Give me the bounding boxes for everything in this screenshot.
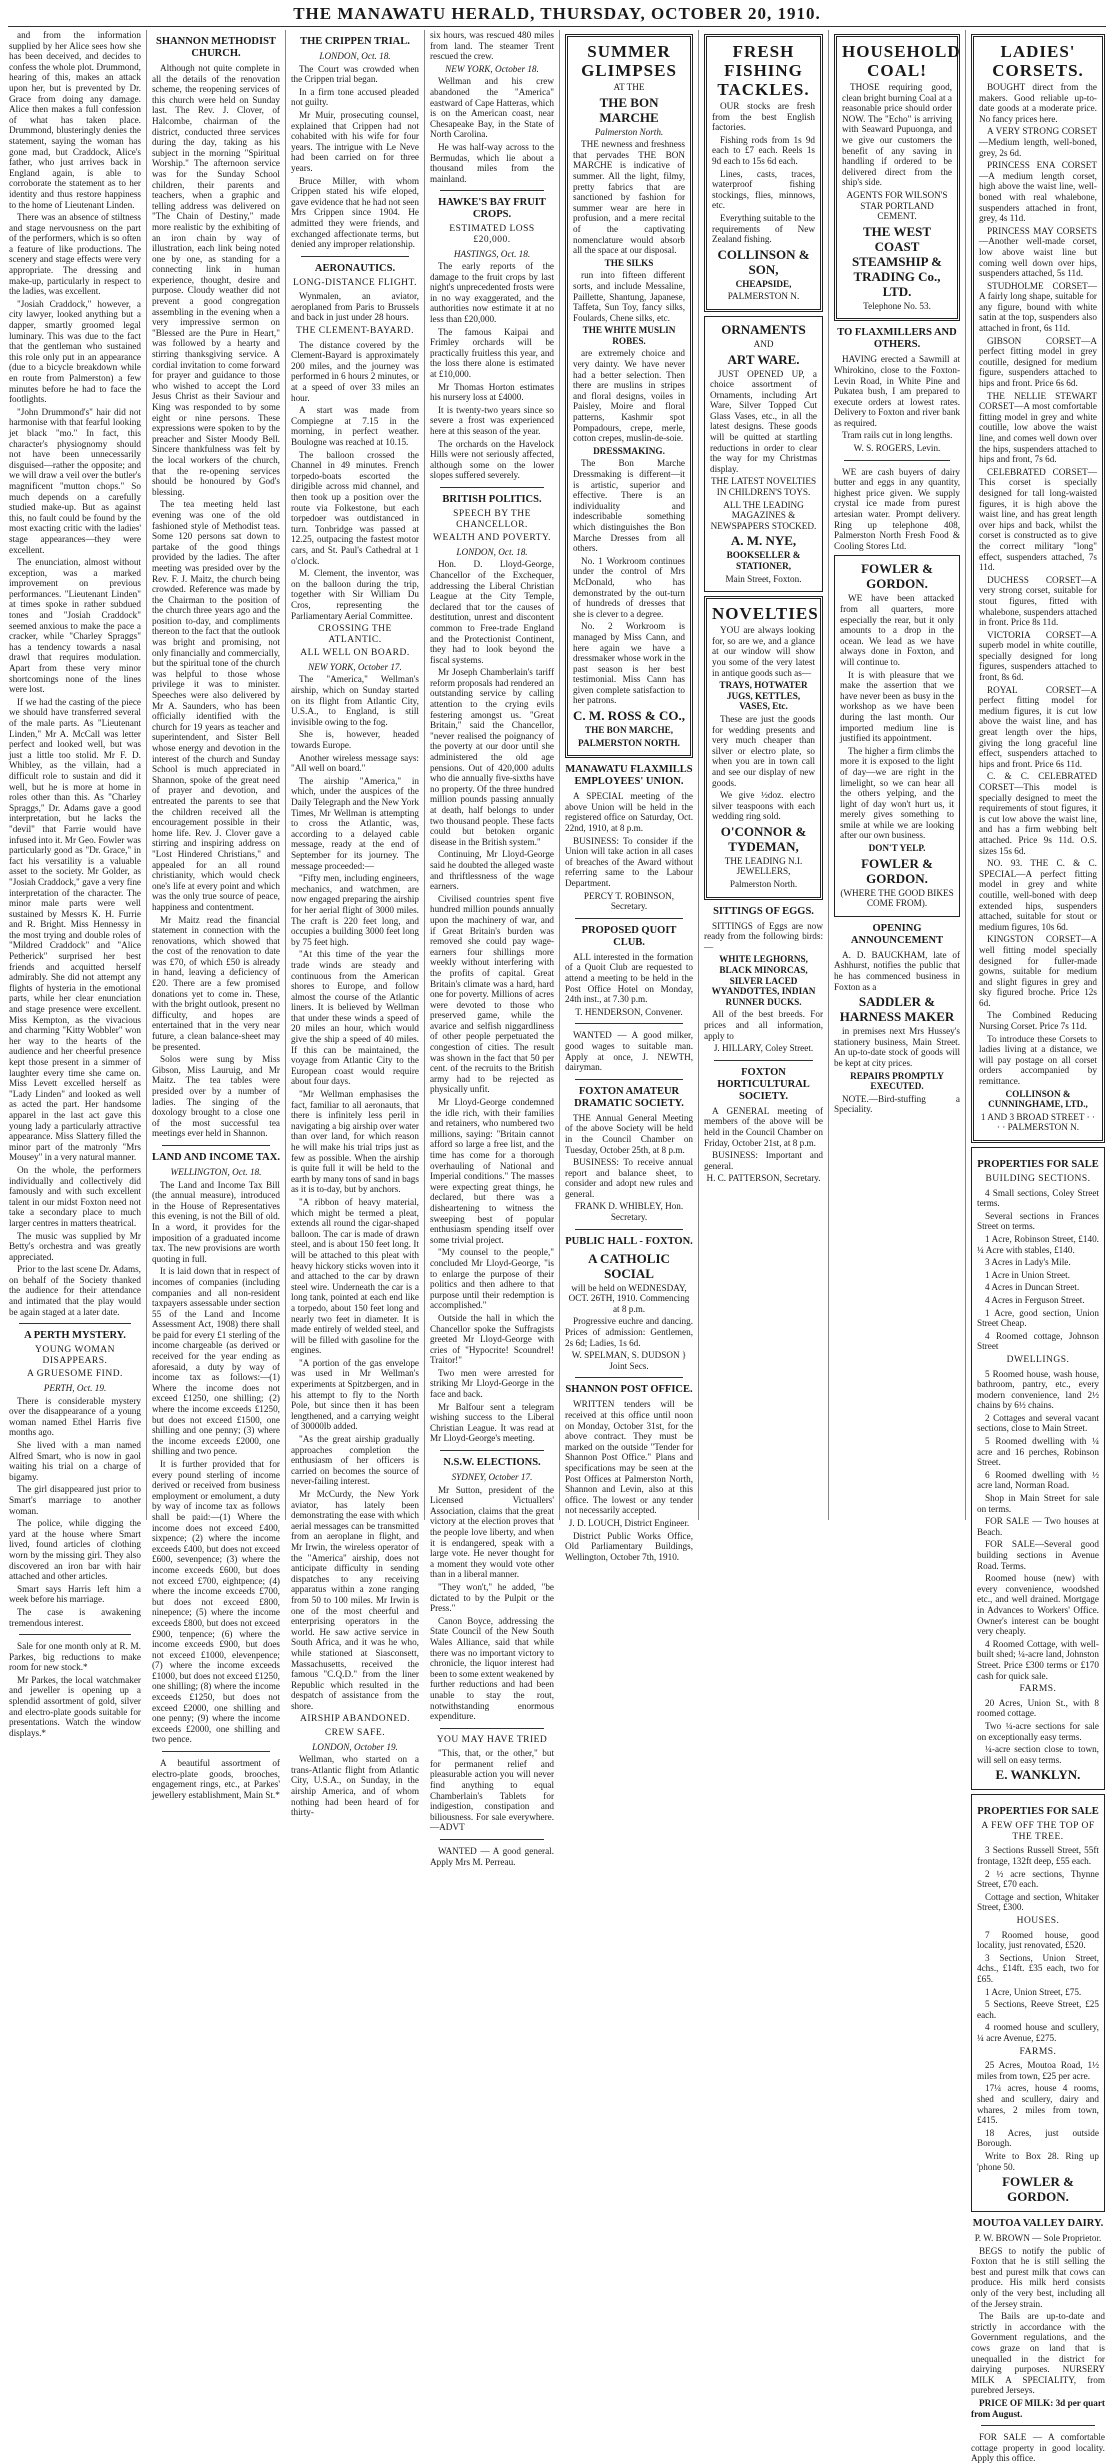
article-text: Mr Lloyd-George condemned the idle rich, with their families and retainers, who numbered two millions, saying: "Britain cannot afford so large a free list, and the time has come for a thorough overhauling of National and Imperial conditions." The masses were expecting great things, he declared, but there was a disheartening to witness the sweeping best of popular enthusiasm spending itself over some trivial project. [429,1097,555,1245]
column-4 [425,30,560,1867]
article-text: Solos were sung by Miss Gibson, Miss Lauruig, and Mr Maitz. The tea tables were presided over by a number of ladies. The singing of the doxology brought to a close one of the most successful tea meetings ever held in Shannon. [151,1054,280,1139]
advert-text: 5 Roomed house, wash house, bathroom, pantry, etc., every modern convenience, land 2½ chains by 6½ chains. [977,1368,1099,1411]
advert-text: Write to Box 28. Ring up 'phone 50. [977,2150,1099,2172]
advert-text: 1 AND 3 BROAD STREET · · · · PALMERSTON N. [980,1111,1096,1133]
advert-title: ORNAMENTS [721,321,806,337]
advert-title: O'CONNOR & TYDEMAN, [720,823,807,854]
advert-text: run into fifteen different sorts, and include Messaline, Paillette, Shantung, Japanese, Taffeta, Sun Toy, fancy silks, Foulards, Chene silks, etc. [573,270,686,323]
corsets-advert [971,34,1105,1143]
notice-text: District Public Works Office, Old Parliamentary Buildings, Wellington, October 7th, 1910. [565,1530,694,1562]
notice-text: A. D. BAUCKHAM, late of Ashhurst, notifies the public that he has commenced business in Foxton as a [834,949,961,992]
notice-signature: PERCY T. ROBINSON, Secretary. [583,890,675,912]
advert-text: BOUGHT direct from the makers. Good reliable up-to-date goods at a moderate price. No fancy prices here. [979,82,1097,124]
fowler-gordon-properties-advert [971,1794,1105,2212]
article-text: "My counsel to the people," concluded Mr Lloyd-George, "is to enlarge the purpose of their politics and then adhere to that purpose until their redemption is accomplished." [429,1247,555,1311]
dateline: NEW YORK, October 18. [445,63,539,74]
notice-text: REPAIRS PROMPTLY EXECUTED. [850,1070,944,1092]
headline: SHANNON METHODIST CHURCH. [156,36,276,59]
advert-text: A VERY STRONG CORSET—Medium length, well-boned, grey, 2s 6d. [979,126,1097,158]
advert-text: WE have been attacked from all quarters, more especially the rear, but it only amounts to a drop in the ocean. We lead as we have always done in Foxton, and will continue to. [840,593,955,667]
article-text: Hon. D. Lloyd-George, Chancellor of the Exchequer, addressing the Liberal Christian League at the City Temple, declared that tor the causes of destitution, unrest and discontent common to Free-trade England and the Protectionist Continent, they had to look beyond the fiscal systems. [429,559,555,665]
notice-text: A GENERAL meeting of members of the above will be held in the Council Chamber on Friday, October 21st, at 8 p.m. [704,1105,824,1148]
headline: BRITISH POLITICS. [442,493,542,505]
advert-text: These are just the goods for wedding presents and very much cheaper than silver or electro plate, so when you are in town call and see our display of new goods. [712,713,816,788]
article-text: The orchards on the Havelock Hills were not seriously affected, although some on the lower slopes suffered severely. [429,438,555,481]
column-5 [560,30,699,1562]
headline: AERONAUTICS. [314,262,396,274]
advert-title: NOVELTIES [712,604,819,624]
article-text: On the whole, the performers individually and collectively did famously and with such excellent talent in our midst Foxton need not take a secondary place to much larger centres in matters theatrical. [9,1164,141,1228]
article-text: and from the information supplied by her Alice sees how she has been deceived, and decides to confess the whole plot. Drummond, hearing of this, makes an attack upon her, but is prevented by Dr. Grace from doing any damage. Alice then makes a full confession of what has taken place. Drummond, blusteringly denies the statement, saying the woman has gone mad, but Craddock, Alice's father, who just arrives back in England again, is able to corroborate the statement as to her identity and thus restore happiness to the home of Lieutenant Linden. [9,30,141,210]
advert-text: Palmerston North. [729,879,798,890]
notice-text: BUSINESS: To consider if the Union will take action in all cases of breaches of the Award without referring same to the Labour Department. [565,835,694,888]
dateline: HASTINGS, Oct. 18. [453,248,531,259]
advert-heading: HOUSES. [1016,1916,1060,1927]
notice-text: WRITTEN tenders will be received at this office until noon on Monday, October 31st, for the above contract. They must be marked on the outside "Tender for Shannon Post Office." Plans and specifications may be seen at the Post Offices at Palmerston North, Shannon and Levin, also at this office. The lowest or any tender not necessarily accepted. [565,1399,694,1516]
novelties-advert [704,596,823,899]
advert-text: 3 Sections, Union Street, 4chs., £14ft. £35 each, two for £65. [977,1952,1099,1984]
article-text: There is considerable mystery over the disappearance of a young woman named Ethel Harris five months ago. [9,1395,141,1438]
advert-text: 2 ½ acre sections, Thynne Street, £70 each. [977,1868,1099,1890]
advert-text: THE newness and freshness that pervades THE BON MARCHE is indicative of summer. All the light, filmy, pretty fabrics that are sanctioned by fashion for summer wear are here in profusion, and a mere recital of the captivating nomenclature would absorb all the space at our disposal. [573,139,686,256]
advert-text: 4 Roomed Cottage, with well-built shed; ¼-acre land, Johnston Street. Price £300 terms or £170 cash for quick sale. [977,1638,1099,1681]
advert-title: FOWLER & GORDON. [861,561,933,592]
article-text: Continuing, Mr Lloyd-George said he doubted the alleged waste and thriftlessness of the wage earners. [429,849,555,892]
advert-text: THE BON MARCHE, [584,725,674,736]
advert-text: 1 Acre, Union Street, £75. [985,1986,1082,1997]
fowler-gordon-advert [834,555,960,916]
article-text: The tea meeting held last evening was one of the old fashioned style of Methodist teas. Some 120 persons sat down to partake of the good things provided by the ladies. The after meeting was presided over by the Rev. F. J. Maitz, the church being crowded. Reference was made by the Chairman to the position of the church three years ago and the position to-day, and compliments thereon to the fact that the outlook was bright and promising, not only financially and commercially, but the spiritual tone of the church was helpful to those whose privilege it was to minister. Speeches were also delivered by Mr A. Saunders, who has been officially identified with the church for 19 years as teacher and superintendent, and Sister Bell whose energy and devotion in the interest of the church and Sunday School is much appreciated in Shannon, spoke of the great need of prayer and devotion, and entreated the parents to see that the children received all the encouragement possible in their home life. Rev. J. Clover gave a stirring and inspiring address on "Lost Hindered Christians," and appealed for an all round christianity, which would check one's life at every point and which was the only true source of peace, happiness and contentment. [151,499,280,912]
advert-text: Palmerston North. [594,126,664,137]
subheading: ALL WELL ON BOARD. [300,648,410,659]
advert-text: Two ¼-acre sections for sale on exceptionally easy terms. [977,1720,1099,1742]
subheading: LONG-DISTANCE FLIGHT. [292,277,418,288]
subheading: YOUNG WOMAN DISAPPEARS. [34,1345,115,1366]
advert-text: 4 roomed house and scullery, ¼ acre Avenue, £275. [977,2022,1099,2043]
divider [440,1450,544,1451]
dateline: SYDNEY, October 17. [451,1472,533,1483]
advert-text: It is with pleasure that we make the assertion that we have never been as busy in the workshop as we have been during the last month. Our imported medium line is justified its appointment. [840,669,955,744]
article-text: The early reports of the damage to the fruit crops by last night's unprecedented frosts were in no way exaggerated, and the authorities now estimate it at no less than £20,000. [429,261,555,325]
advert-text: AND [753,338,774,349]
notice-heading: SITTINGS OF EGGS. [713,905,814,917]
notice-heading: MANAWATU FLAXMILLS EMPLOYEES' UNION. [565,764,693,788]
subheading: ESTIMATED LOSS £20,000. [449,224,535,245]
article-text: A start was made from Compiegne at 7.15 in the morning, in perfect weather. Boulogne was reached at 10.15. [290,405,419,447]
notice-title: SADDLER & HARNESS MAKER [839,994,955,1025]
notice-heading: PUBLIC HALL - FOXTON. [565,1235,693,1247]
article-text: The enunciation, almost without exception, was a marked improvement on previous performances. "Lieutenant Linden" at times spoke in rather subdued tones and "Josiah Craddock" seemed anxious to make the pace a cracker, while "Charley Spraggs" has a tendency towards a nasal drawl that requires modulation. Apart from these very minor shortcomings none of the lines were lost. [9,557,141,695]
divider [162,1751,270,1752]
notice-text: Tram rails cut in long lengths. [842,430,953,441]
advert-heading: BUILDING SECTIONS. [985,1174,1091,1184]
dateline: LONDON, Oct. 18. [456,546,528,557]
column-8 [966,30,1110,2464]
advert-text: DON'T YELP. [868,843,926,854]
divider [575,1229,683,1230]
advert-text: KINGSTON CORSET—A well fitting model specially designed for fuller-made gowns, suitable for medium and slight figures in grey and sky figured broche. Price 12s 6d. [979,934,1097,1008]
advert-text: To introduce these Corsets to ladies living at a distance, we will pay postage on all corset orders accompanied by remittance. [979,1033,1097,1087]
advert-title: A. M. NYE, [730,533,797,549]
advert-title: ART WARE. [727,351,800,367]
article-text: Mr McCurdy, the New York aviator, has lately been demonstrating the ease with which aerial messages can be transmitted from an aeroplane in flight, and Mr Irwin, the wireless operator of the "America" airship, does not anticipate difficulty in sending dispatches to any receiving apparatus within a zone ranging from 50 to 100 miles. Mr Irwin is one of the most cheerful and enterprising operators in the world. He saw active service in South Africa, and it was he who, while stationed at Siasconsett, Massachusetts, received the famous "C.Q.D." from the liner Republic which resulted in the despatch of assistance from the shore. [290,1489,419,1711]
advert-text: 18 Acres, just outside Borough. [977,2127,1099,2149]
advert-text: FOR SALE—Several good building sections in Avenue Road. Terms. [977,1539,1099,1571]
article-text: "As the great airship gradually approaches completion the enthusiasm of her officers is carried on becomes the source of never-failing interest. [290,1434,419,1487]
article-text: Although not quite complete in all the details of the renovation scheme, the reopening services of this church were held on Sunday last. The Rev. J. Clover, of Halcombe, chairman of the district, conducted three services during the day, taking as his subject in the morning "Spiritual Worship." The afternoon service was for the Sunday School children, their parents and teachers, when a graphic and telling address was delivered on "The Chain of Destiny," made more realistic by the exhibiting of an iron chain by way of illustration, each link being noted one by one, as standing for a connecting link in human experience, thought, desire and purpose. Cloudy weather did not prevent a good congregation assembling in the evening when a very impressive sermon on "Blessed are the Pure in Heart," was followed by a hearty and stirring thanksgiving service. A cordial invitation to come forward for prayer and guidance to those who wished to accept the Lord Jesus Christ as their Saviour and King was responded to by some eight or nine persons. These expressions were spoken to by the preacher and Sister Moody Bell. Sincere thankfulness was felt by the local workers of the church, that the re-opening services should be honoured by God's blessing. [151,63,280,497]
article-text: six hours, was rescued 480 miles from land. The steamer Trent rescued the crew. [429,30,555,62]
article-text: "A portion of the gas envelope was used in Mr Wellman's experiments at Spitzbergen, and in his attempt to fly to the North Pole, but since then it has been lengthened, and a carrying weight of 30000lb added. [290,1357,419,1432]
advert-text: THOSE requiring good, clean bright burning Coal at a reasonable price should order NOW. The "Echo" is arriving with Seaward Pupuonga, and we give our customers the benefit of any saving in handling if ordered to be delivered direct from the ship's side. [842,82,953,188]
notice-text: NOTE.—Bird-stuffing a Speciality. [834,1093,961,1115]
advert-text: JUST OPENED UP, a choice assortment of Ornaments, including Art Ware, Silver Topped Cut Glass Vases, etc., in all the latest designs. These goods will be quitted at startling reductions in order to clear the way for my Christmas display. [710,368,818,474]
notice-text: Mr Parkes, the local watchmaker and jeweller is opening up a splendid assortment of gold, silver and electro-plate goods suitable for presentations. Watch the window displays.* [9,1674,141,1738]
column-6 [699,30,829,1520]
advert-text: 1 Acre, good section, Union Street Cheap. [977,1307,1099,1329]
advert-text: THE NELLIE STEWART CORSET—A most comfortable fitting model in grey and white coutille, low above the waist line, and comes well down over the hips, suspenders attached to hips and front, 7s 6d. [979,390,1097,465]
article-text: In a firm tone accused pleaded not guilty. [290,86,419,108]
advert-text: TRAYS, HOTWATER JUGS, KETTLES, VASES, Etc. [719,680,808,712]
advert-text: 4 Small sections, Coley Street terms. [977,1187,1099,1209]
divider [440,487,544,488]
advert-text: OUR stocks are fresh from the best English factories. [712,101,816,133]
column-2 [147,30,286,1800]
advert-text: are extremely choice and very dainty. We have never had a better selection. Then there are muslins in stripes and floral designs, voiles in Paisley, Moire and floral patterns, Kashmir spot Pompadours, crepe, merle, cotton crepes, muslin-de-soie. [573,348,686,444]
article-text: The "America," Wellman's airship, which on Sunday started on its flight from Atlantic City, U.S.A., to England, is still invisible owing to the fog. [290,674,419,727]
notice-heading: FOXTON HORTICULTURAL SOCIETY. [717,1066,810,1102]
advert-text: STUDHOLME CORSET—A fairly long shape, suitable for any figure, bound with white satin at the top, suspenders also attached in front, 6s 11d. [979,280,1097,334]
dateline: LONDON, Oct. 18. [319,51,391,61]
advert-text: Roomed house (new) with every convenience, woodshed etc., and well drained. Mortgage in Advances to Workers' Office. Owner's interest can be bought very cheaply. [977,1573,1099,1637]
headline: THE CRIPPEN TRIAL. [300,36,410,47]
notice-text: P. W. BROWN — Sole Proprietor. [974,2233,1102,2244]
advert-text: C. & C. CELEBRATED CORSET—This model is specially designed to meet the requirements of stout figures, it is cut low above the waist line, and has a firm webbing belt attached. Price 9s 11d. O.S. sizes 15s 6d. [979,771,1097,856]
divider [575,1023,683,1024]
advert-text: The higher a firm climbs the more it is exposed to the light of day—we are right in the limelight, so we can hear all the others yelping, and the light of day won't hurt us, it merely gives something to smile at while we are looking after our own business. [840,745,955,841]
divider [440,1839,544,1840]
dateline: LONDON, October 19. [312,1741,398,1752]
advert-title: FOWLER & GORDON. [1002,2174,1074,2205]
advert-text: 1 Acre in Union Street. [985,1269,1070,1280]
notice-text: BEGS to notify the public of Foxton that he is still selling the best and purest milk that cows can produce. His milk herd consists only of the very best, including all of the Jersey strain. [971,2245,1105,2309]
advert-heading: DRESSMAKING. [593,445,665,456]
notice-signature: J. D. LOUCH, District Engineer. [568,1517,690,1528]
advert-text: 17¼ acres, house 4 rooms, shed and scullery, dairy and whares, 2 miles from town, £415. [977,2083,1099,2126]
notice-heading: FOXTON AMATEUR DRAMATIC SOCIETY. [574,1085,684,1109]
wanklyn-properties-advert [971,1147,1105,1790]
article-text: Mr Muir, prosecuting counsel, explained that Crippen had not cohabited with his wife for four years. The intrigue with Le Neve had been carried on for three years. [290,109,419,173]
advert-text: THE LEADING N.I. JEWELLERS, [724,855,803,877]
advert-text: 4 Acres in Duncan Street. [985,1282,1080,1293]
advert-text: ALL THE LEADING MAGAZINES & NEWSPAPERS STOCKED. [710,499,817,531]
advert-text: CHEAPSIDE, [735,278,792,289]
column-1 [4,30,147,1738]
article-text: The girl disappeared just prior to Smart's marriage to another woman. [9,1484,141,1516]
article-text: "A ribbon of heavy material, which might be termed a pleat, extends all round the cigar-shaped balloon. The car is made of drawn steel, and is about 150 feet long. It will be attached to this pleat with heavy hickory sticks woven into it and attached to the car by drawn steel wire. Underneath the car is a long tank, pointed at each end like a torpedo, about 150 feet long and nearly two feet in diameter. It is made entirely of welded steel, and will be filled with gasoline for the engines. [290,1196,419,1356]
article-text: The famous Kaipai and Frimley orchards will be practically fruitless this year, and the loss there alone is estimated at £10,000. [429,326,555,380]
divider [575,918,683,919]
article-text: Civilised countries spent five hundred million pounds annually upon the machinery of war, and if Great Britain's burden was removed she could pay wage-earners four shillings more weekly without interfering with the profits of capital. Great Britain's climate was a hard, hard one for poverty. Millions of acres were devoted to those who preserved game, while the avarice and selfish niggardliness of other people perpetuated the congestion of cities. The result was shown in the fact that 50 per cent. of the recruits to the British army had to be rejected as physically unfit. [429,893,555,1095]
ornaments-advert [704,316,823,592]
article-text: The Court was crowded when the Crippen trial began. [290,63,419,85]
advert-heading: A FEW OFF THE TOP OF THE TREE. [981,1821,1095,1842]
divider [19,1634,131,1635]
classified-ad: FOR SALE — A comfortable cottage property in good locality. Apply this office. [971,2432,1105,2464]
dateline: PERTH, Oct. 19. [43,1383,107,1394]
article-text: Wynmalen, an aviator, aeroplaned from Paris to Brussels and back in just under 28 hours. [290,291,419,323]
advert-title: LADIES' CORSETS. [992,42,1084,80]
headline: A PERTH MYSTERY. [24,1330,126,1342]
subheading: THE CLEMENT-BAYARD. [295,326,415,337]
notice-text: Sale for one month only at R. M. Parkes, big reductions to make room for new stock.* [9,1641,141,1673]
advert-text: We give ½doz. electro silver teaspoons with each wedding ring sold. [712,790,816,822]
notice-signature: T. HENDERSON, Convener. [575,1006,683,1017]
advert-text: Cottage and section, Whitaker Street, £300. [977,1891,1099,1913]
subheading: AIRSHIP ABANDONED. [299,1714,410,1725]
notice-text: HAVING erected a Sawmill at Whirokino, close to the Foxton-Levin Road, in White Pine and Pukatea bush, I am prepared to execute orders at lowest rates. Delivery to Foxton and river bank as required. [834,354,961,428]
article-text: M. Clement, the inventor, was on the balloon during the trip, together with Sir William Du Cros, representing the Parliamentary Aerial Committee. [290,568,419,621]
article-text: The police, while digging the yard at the house where Smart lived, found articles of clothing worn by the missing girl. They also discovered an iron bar with hair attached and other articles. [9,1518,141,1582]
notice-heading: PROPOSED QUOIT CLUB. [581,924,677,948]
advert-title: THE WEST COAST STEAMSHIP & TRADING Co., LTD. [852,223,942,299]
headline: LAND AND INCOME TAX. [152,1151,280,1163]
article-text: Another wireless message says: "All well on board." [290,752,419,774]
notice-text: WE are cash buyers of dairy butter and eggs in any quantity, highest price given. We supply crystal ice made from purest artesian water. Prompt delivery. Ring up telephone 408, Palmerston North Fresh Food & Cooling Stores Ltd. [834,466,961,551]
advert-text: 20 Acres, Union St., with 8 roomed cottage. [977,1697,1099,1719]
advert-text: CELEBRATED CORSET—This corset is specially designed for tall long-waisted figures, it is high above the waist line, and has great length over hips and back, whilst the corset is constructed as to give the correct military "long" effect, suspenders attached, 7s 11d. [979,466,1097,573]
notice-signature: W. SPELMAN, S. DUDSON } Joint Secs. [571,1350,687,1371]
advert-text: 7 Roomed house, good locality, just renovated, £520. [977,1929,1099,1951]
advert-text: PALMERSTON NORTH. [578,737,680,748]
advert-text: 4 Acres in Ferguson Street. [985,1294,1085,1305]
article-text: "At this time of the year the trade winds are steady and continuous from the American shores to Europe, and follow almost the course of the Atlantic liners. It is believed by Wellman that under these winds a speed of 20 miles an hour, which would give the ship a speed of 40 miles. If this can be maintained, the voyage from Atlantic City to the European coast would require about four days. [290,949,419,1087]
notice-text: in premises next Mrs Hussey's stationery business, Main Street. An up-to-date stock of goods will be kept at city prices. [834,1026,961,1068]
advert-text: No. 1 Workroom continues under the control of Mrs McDonald, who has demonstrated by the out-turn of hundreds of dresses that she is clever to a degree. [573,555,686,619]
column-7 [829,30,966,1520]
article-text: The distance covered by the Clement-Bayard is approximately 200 miles, and the journey was performed in 6 hours 2 minutes, or at a speed of over 33 miles an hour. [290,339,419,403]
article-text: She lived with a man named Alfred Smart, who is now in gaol waiting his trial on a charge of bigamy. [9,1440,141,1482]
bon-marche-advert [565,34,693,758]
article-text: "Fifty men, including engineers, mechanics, and watchmen, are now engaged preparing the airship for her aerial flight of 3000 miles. The craft is 220 feet long, and occupies a building 3000 feet long by 75 feet high. [290,873,419,947]
advert-text: 3 Sections Russell Street, 55ft frontage, 132ft deep, £55 each. [977,1845,1099,1867]
divider [440,1728,544,1729]
columns [4,30,1110,2464]
advert-heading: THE SILKS [604,257,654,268]
divider [575,1079,683,1080]
headline: N.S.W. ELECTIONS. [443,1457,541,1469]
advert-text: 5 Roomed dwelling with ¼ acre and 16 perches, Robinson Street. [977,1436,1099,1468]
advert-text: AT THE [613,82,645,92]
classified-ad: WANTED — A good milker, good wages to suitable man. Apply at once, J. NEWTH, dairyman. [565,1030,694,1073]
advert-title: SUMMER GLIMPSES [581,42,677,80]
subheading: WEALTH AND POVERTY. [433,533,551,544]
article-text: If we had the casting of the piece we should have transferred several of the male parts. As "Lieutenant Linden," Mr A. McCall was letter perfect and looked well, but was just a little too stolid. Mr F. D. Whibley, as the villain, had a difficult role to sustain and did it well, but he is more at home in roles other than this. As "Charley Spraggs," Dr. Adams gave a good interpretation, but he lacks the "devil" that Farrie would have infused into it. Mr Geo. Fowler was particularly good as "Dr. Grace," in fact his versatility is a valuable asset to the society. Mr Golder, as "Josiah Craddock," gave a very fine interpretation of the character. The minor male parts were well sustained by Messrs K. H. Furrie and R. Bright. Miss Hennessy in the most trying and double roles of "Mildred Craddock" and "Alice Petherick" surprised her best friends and acquitted herself admirably. She did not attempt any flights of hysteria in the emotional parts, while her clear enunciation and stage presence were excellent. Miss Kempton, as the vivacious and charming "Kitty Wobbler" won her way to the hearts of the audience and her cheerful presence kept those present in a simmer of laughter every time she came on. Miss Levett excelled herself as "Lady Linden" and looked as well as acted the part. Her handsome apparel in the last act gave this young lady a particularly attractive appearance. Miss Slattery filled the minor part of the matronly "Mrs Mousey" in a very natural manner. [9,696,141,1163]
advert-text: NO. 93. THE C. & C. SPECIAL—A perfect fitting model in grey and white coutille, well-boned with deep extended hips, suspenders attached, suitable for stout or medium figures, 10s 6d. [979,858,1097,932]
article-text: "They won't," he added, "be dictated to by the Pulpit or the Press." [429,1581,555,1614]
article-text: The airship "America," in which, under the auspices of the Daily Telegraph and the New York Times, Mr Wellman is attempting to cross the Atlantic, was, according to a delayed cable message, ready at the end of September for its journey. The message proceeded:— [290,775,419,871]
advert-title: COLLINSON & CUNNINGHAME, LTD., [988,1088,1088,1110]
notice-heading: OPENING ANNOUNCEMENT [850,922,944,946]
divider [19,1323,131,1324]
coal-advert [834,34,960,321]
divider [440,190,544,191]
advert-text: The Bon Marche Dressmaking is different—it is artistic, superior and effective. There is an individuality and indescribable something which distinguishes the Bon Marche Dresses from all others. [573,458,686,554]
subheading: A GRUESOME FIND. [27,1369,123,1380]
article-text: It is further provided that for every pound sterling of income derived or received from business employment or emolument, a duty by way of income tax as follows shall be paid:—(1) Where the income does not exceed £400, sixpence; (2) where the income exceeds £400, but does not exceed £600, sevenpence; (3) where the income exceeds £600, but does not exceed £700, eightpence; (4) where the income exceeds £700, but does not exceed £800, ninepence; (5) where the income exceeds £800, but does not exceed £900, tenpence; (6) where the income exceeds £900, but does not exceed £1000, elevenpence; (7) where the income exceeds £1000, but does not exceed £1250, one shilling; (8) where the income exceeds £1250, but does not exceed £2000, one shilling and one penny; (9) where the income exceeds £2000, one shilling and two pence. [151,1459,280,1745]
dateline: WELLINGTON, Oct. 18. [170,1166,262,1177]
notice-text: BUSINESS: To receive annual report and balance sheet, to consider and adopt new rules and general. [565,1157,694,1199]
notice-text: SITTINGS of Eggs are now ready from the following birds:— [704,920,824,952]
column-3 [286,30,425,1818]
advert-title: PROPERTIES FOR SALE [977,1159,1099,1170]
advert-text: 6 Roomed dwelling with ½ acre land, Norman Road. [977,1469,1099,1491]
divider [575,1377,683,1378]
article-text: There was an absence of stiltness and stage nervousness on the part of the performers, which is so often a feature of like productions. The scenery and stage effects were very appropriate. The dressing and make-up, particularly in respect to the ladies, was excellent. [9,212,141,297]
notice-signature: W. S. ROGERS, Levin. [853,443,941,454]
divider [714,1060,813,1061]
article-text: He was half-way across to the Bermudas, which lie about a thousand miles from the mainland. [429,141,555,184]
advert-text: YOU are always looking for, so are we, and a glance at our window will show you some of the very latest in antique goods such as— [712,625,816,678]
dateline: NEW YORK, October 17. [308,661,402,672]
article-text: "John Drummond's" hair did not harmonise with that fearful looking jet black "mo." In fact, this character's physiognomy should not have been unnecessarily disguised—rather the opposite; and we will draw a veil over the butler's magnificent "mutton chops." So much depends on a carefully studied make-up. But as against this, no fault could be found by the most exacting critic with the ladies' stage appearances—they were excellent. [9,406,141,555]
article-text: Mr Thomas Horton estimates his nursery loss at £4000. [429,381,555,403]
divider [844,460,950,461]
advert-text: (WHERE THE GOOD BIKES COME FROM). [840,887,954,909]
advert-title: THE BON MARCHE [599,94,659,125]
advert-title: C. M. ROSS & CO., [573,708,685,724]
notice-text: THE Annual General Meeting of the above Society will be held in the Council Chamber on Tuesday, October 25th, at 8 p.m. [565,1112,694,1155]
article-text: Bruce Miller, with whom Crippen stated his wife eloped, gave evidence that he had not seen Mrs Crippen since 1904. He admitted they were friends, and exchanged affectionate terms, but denied any improper relationship. [290,175,419,250]
advert-text: BOOKSELLER & STATIONER, [726,550,801,571]
article-text: She is, however, headed towards Europe. [290,729,419,751]
advert-text: 2 Cottages and several vacant sections, close to Main Street. [977,1412,1099,1434]
article-text: Canon Boyce, addressing the State Council of the New South Wales Alliance, said that while there was no important victory to chronicle, the liquor interest had been to some extent weakened by further reductions and had been unable to stay the rout, notwithstanding enormous expenditure. [429,1615,555,1722]
advert-text: AGENTS FOR WILSON'S STAR PORTLAND CEMENT. [846,189,948,222]
article-text: Mr Balfour sent a telegram wishing success to the Liberal Christian League. It was read at Mr Lloyd-George's meeting. [429,1401,555,1444]
advert-heading: FARMS. [1019,2046,1057,2057]
notice-heading: SHANNON POST OFFICE. [565,1384,693,1396]
subheading: YOU MAY HAVE TRIED [436,1734,548,1745]
notice-text: A SPECIAL meeting of the above Union will be held in the registered office on Saturday, Oct. 22nd, 1910, at 8 p.m. [565,791,694,834]
article-text: Mr Sutton, president of the Licensed Victuallers' Association, claims that the great victory at the election proves that the people love liberty, and when it is endangered, speak with a large vote. He never thought for a moment they would vote other than in a liberal manner. [429,1484,555,1580]
advert-text: ROYAL CORSET—A perfect fitting model for medium figures, it is cut low above the waist line, and has great length over the hips, giving the long graceful line effect, suspenders attached to hips and front. Price 6s 11d. [979,684,1097,769]
article-text: It is twenty-two years since so severe a frost was experienced here at this season of the year. [429,404,555,436]
advert-text: Main Street, Foxton. [725,573,802,584]
advert-text: Fishing rods from 1s 9d each to £7 each. Reels 1s 9d each to 15s 6d each. [712,134,816,166]
article-text: Wellman and his crew abandoned the "America" eastward of Cape Hatteras, which is on the American coast, near Chesapeake Bay, in the State of North Carolina. [429,76,555,140]
article-text: The balloon crossed the Channel in 49 minutes. French torpedo-boats escorted the dirigible across mid channel, and then took up a position over the route via Folkestone, but each torpedoer was outdistanced in turn. Tonbridge was passed at 12.25, outpacing the fastest motor cars, and St. Paul's Cathedral at 1 o'clock. [290,449,419,566]
advert-text: PALMERSTON N. [727,291,800,302]
advert-title: E. WANKLYN. [995,1767,1081,1783]
advert-text: No. 2 Workroom is managed by Miss Cann, and here again we have a dressmaker whose work in the past season is her best testimonial. Miss Cann has given complete satisfaction to her patrons. [573,621,686,706]
advert-text: Telephone No. 53. [863,300,931,311]
advert-title: PROPERTIES FOR SALE [977,1806,1099,1818]
advert-text: 25 Acres, Moutoa Road, 1½ miles from town, £25 per acre. [977,2060,1099,2081]
notice-title: A CATHOLIC SOCIAL [588,1250,670,1281]
advert-title: HOUSEHOLD COAL! [842,42,961,80]
headline: HAWKE'S BAY FRUIT CROPS. [438,197,546,221]
notice-signature: J. HILLARY, Coley Street. [713,1043,814,1054]
advert-text: 1 Acre, Robinson Street, £140. ¼ Acre with stables, £140. [977,1233,1099,1255]
advert-text: FOR SALE — Two houses at Beach. [977,1516,1099,1537]
advert-text: 4 Roomed cottage, Johnson Street [977,1330,1099,1352]
notice-text: A beautiful assortment of electro-plate goods, brooches, engagement rings, etc., at Parkes' jewellery establishment, Main St.* [151,1758,280,1800]
article-text: The music was supplied by Mr Betty's orchestra and was greatly appreciated. [9,1230,141,1262]
notice-text: PRICE OF MILK: 3d per quart from August. [971,2398,1105,2419]
subheading: CROSSING THE ATLANTIC. [318,624,392,645]
article-text: "Josiah Craddock," however, a city lawyer, looked anything but a dapper, smartly groomed legal luminary. This was due to the fact that the gentleman who sustained this role only put in an appearance (due to a bicycle breakdown while en route from Palmerston) a few minutes before he had to face the footlights. [9,298,141,405]
advert-title: FRESH FISHING TACKLES. [717,42,810,99]
notice-text: BUSINESS: Important and general. [704,1150,824,1171]
notice-signature: FRANK D. WHIBLEY, Hon. Secretary. [574,1201,684,1223]
advert-heading: FARMS. [1019,1684,1057,1695]
advert-text: DUCHESS CORSET—A very strong corset, suitable for stout figures, fitted with whalebone, suspenders attached in front. Price 8s 11d. [979,574,1097,628]
advert-text: VICTORIA CORSET—A superb model in white coutille, specially designed for long figures, suspenders attached to front, 8s 6d. [979,629,1097,683]
advert-heading: THE WHITE MUSLIN ROBES. [582,325,676,346]
advert-text: "This, that, or the other," but for permanent relief and pleasurable action you will never find anything to equal Chamberlain's Tablets for indigestion, constipation and biliousness. For sale everywhere.—ADVT [429,1748,555,1833]
advert-text: PRINCESS MAY CORSETS—Another well-made corset, low above waist line but coming well down over hips, suspenders attached, 5s 11d. [979,225,1097,279]
article-text: "Mr Wellman emphasises the fact, familiar to all aeronauts, that there is infinitely less peril in navigating a big airship over water than over land, for which reason he will make his trial trips just as few as possible. When the airship is quite full it will be held to the earth by many tons of sand in bags as it is to-day, but by anchors. [290,1089,419,1195]
article-text: The Land and Income Tax Bill (the annual measure), introduced in the House of Representatives this evening, is not the Bill of old. In a word, it provides for the imposition of a graduated income tax. The new provisions are worth quoting in full. [151,1179,280,1264]
advert-text: THE LATEST NOVELTIES IN CHILDREN'S TOYS. [710,476,817,498]
advert-text: Everything suitable to the requirements of New Zealand fishing. [712,212,816,245]
advert-text: 5 Sections, Reeve Street, £25 each. [977,1999,1099,2020]
advert-text: Shop in Main Street for sale on terms. [977,1493,1099,1514]
masthead: THE MANAWATU HERALD, THURSDAY, OCTOBER 20, 1910. [8,4,1106,27]
subheading: SPEECH BY THE CHANCELLOR. [453,508,531,530]
article-text: It is laid down that in respect of incomes of companies (including companies and all non-resident taxpayers assessable under section 55 of the Land and Income Assessment Act, 1908) there shall be paid for every £1 sterling of the income chargeable (as derived or received for the year ending as aforesaid, a duty by way of income tax as follows:—(1) Where the income does not exceed £1250, one shilling; (2) where the income exceeds £1250, but does not exceed £1500, one shilling and one penny; (3) where the income exceeds £2000, one shilling and two pence. [151,1266,280,1457]
notice-text: The Bails are up-to-date and strictly in accordance with the Government regulations, and the cows graze on land that is unequalled in the district for dairying purposes. NURSERY MILK A SPECIALITY, from purebred Jerseys. [971,2311,1105,2396]
fishing-tackle-advert [704,34,823,312]
notice-text: All of the best breeds. For prices and all information, apply to [704,1009,824,1041]
notice-text: WHITE LEGHORNS, BLACK MINORCAS, SILVER LACED WYANDOTTES, INDIAN RUNNER DUCKS. [711,954,816,1007]
advert-title: FOWLER & GORDON. [861,855,933,886]
advert-text: Several sections in Frances Street on terms. [977,1210,1099,1232]
advert-text: Lines, casts, traces, waterproof fishing stockings, flies, minnows, etc. [712,168,816,211]
subheading: CREW SAFE. [324,1728,386,1739]
notice-heading: MOUTOA VALLEY DAIRY. [972,2218,1104,2230]
advert-text: 3 Acres in Lady's Mile. [985,1257,1071,1268]
article-text: Two men were arrested for striking Mr Lloyd-George in the face and back. [429,1367,555,1400]
advert-text: ¼-acre section close to town, will sell on easy terms. [977,1744,1099,1765]
notice-text: Progressive euchre and dancing. Prices of admission: Gentlemen, 2s 6d; Ladies, 1s 6d. [565,1316,694,1348]
advert-text: GIBSON CORSET—A perfect fitting model in grey coutille, designed for medium figure, suspenders attached to hips and front. Price 6s 6d. [979,335,1097,389]
divider [162,1145,270,1146]
article-text: Mr Joseph Chamberlain's tariff reform proposals had rendered an outstanding service by calling attention to the crying evils festering amongst us. "Great Britain," said the Chancellor, "never realised the poignancy of the poverty at our door until she administered the old age pensions. Out of 420,000 adults who die annually five-sixths have no property. Of the three hundred million pounds passing annually at death, half belongs to under two thousand people. These facts could but betoken organic disease in the British system." [429,667,555,847]
advert-text: The Combined Reducing Nursing Corset. Price 7s 11d. [979,1010,1097,1032]
article-text: Smart says Harris left him a week before his marriage. [9,1583,141,1605]
article-text: Prior to the last scene Dr. Adams, on behalf of the Society thanked the audience for their attendance and intimated that the play would be again staged at a later date. [9,1264,141,1317]
advert-text: PRINCESS ENA CORSET—A medium length corset, high above the waist line, well-boned with real whalebone, suspenders attached in front, grey, 4s 11d. [979,160,1097,224]
notice-text: will be held on WEDNESDAY, OCT. 26TH, 1910. Commencing at 8 p.m. [568,1282,690,1314]
article-text: Outside the hall in which the Chancellor spoke the Suffragists greeted Mr Lloyd-George with cries of "Hypocrite! Scoundrel! Traitor!" [429,1312,555,1366]
advert-title: COLLINSON & SON, [717,246,810,277]
notice-heading: TO FLAXMILLERS AND OTHERS. [837,327,957,351]
divider [301,256,409,257]
article-text: The case is awakening tremendous interest. [9,1606,141,1628]
notice-signature: H. C. PATTERSON, Secretary. [706,1173,821,1184]
divider [981,2425,1095,2426]
article-text: Wellman, who started on a trans-Atlantic flight from Atlantic City, U.S.A., on Sunday, in the airship America, and of whom nothing had been heard of for thirty- [290,1754,419,1818]
classified-ad: WANTED — A good general. Apply Mrs M. Perreau. [429,1846,555,1867]
article-text: Mr Maitz read the financial statement in connection with the renovations, which showed that the cost of the renovation to date was £70, of which £50 is already in hand, leaving a deficiency of £20. There are a few promised donations yet to come in. These, with the bright outlook, present no difficulty, and hopes are entertained that in the very near future, a clean balance-sheet may be presented. [151,914,280,1052]
advert-heading: DWELLINGS. [1006,1354,1070,1365]
notice-text: ALL interested in the formation of a Quoit Club are requested to attend a meeting to be held in the Post Office Hotel on Monday, 24th inst., at 7.30 p.m. [565,951,694,1005]
